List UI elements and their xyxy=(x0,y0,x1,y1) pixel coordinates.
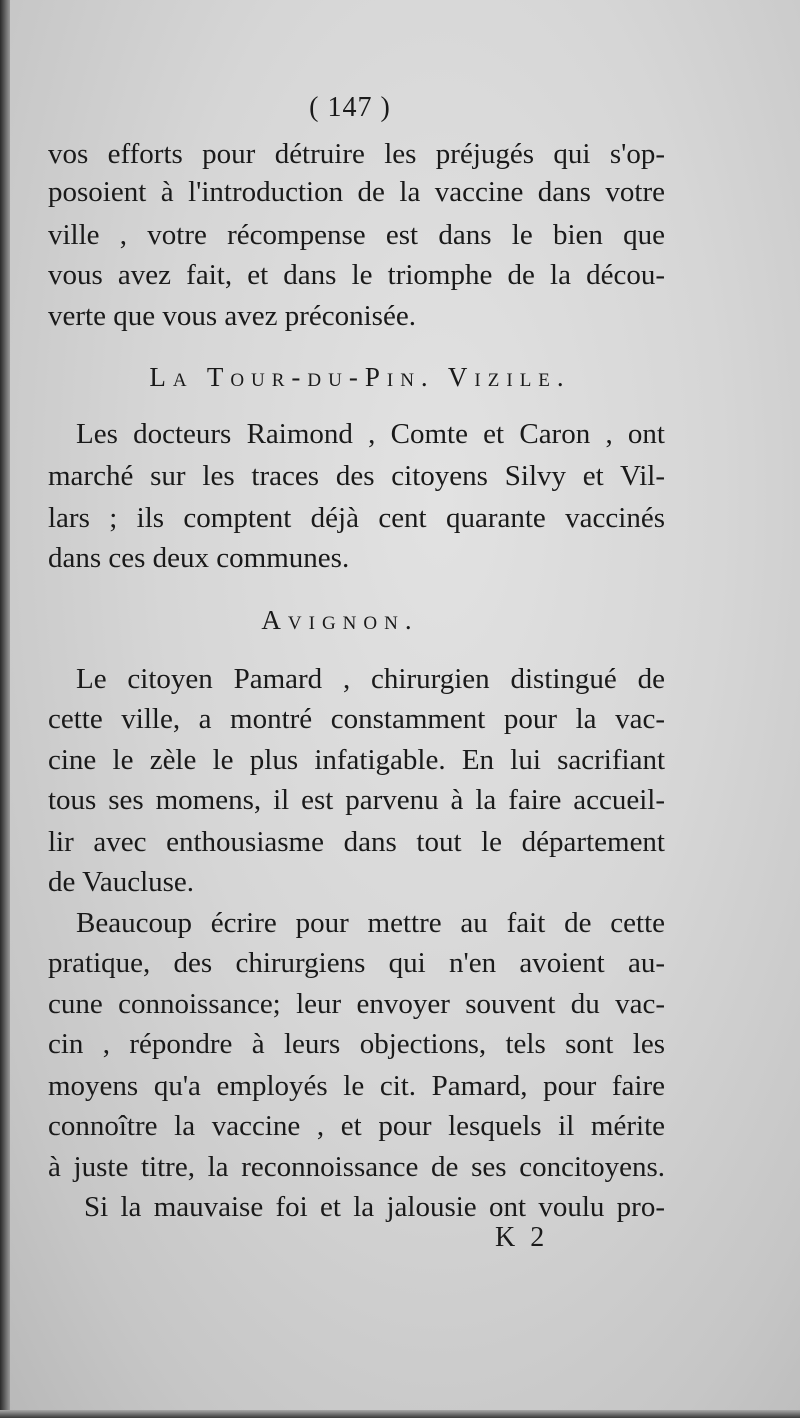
text-line: cine le zèle le plus infatigable. En lui sacrifiant xyxy=(48,744,665,776)
section-heading: La Tour-du-Pin. Vizile. xyxy=(149,362,571,392)
text-line: tous ses momens, il est parvenu à la faire accueil- xyxy=(48,784,665,816)
text-line: Beaucoup écrire pour mettre au fait de cette xyxy=(76,907,665,939)
text-line: moyens qu'a employés le cit. Pamard, pour faire xyxy=(48,1070,665,1102)
text-line: cin , répondre à leurs objections, tels sont les xyxy=(48,1028,665,1060)
text-line: cune connoissance; leur envoyer souvent du vac- xyxy=(48,988,665,1020)
text-line: Le citoyen Pamard , chirurgien distingué de xyxy=(76,663,665,695)
text-line: Si la mauvaise foi et la jalousie ont voulu pro- xyxy=(84,1191,665,1223)
page-number: ( 147 ) xyxy=(309,92,391,123)
text-line: cette ville, a montré constamment pour la vac- xyxy=(48,703,665,735)
text-line: marché sur les traces des citoyens Silvy et Vil- xyxy=(48,460,665,492)
section-heading: Avignon. xyxy=(261,605,419,635)
text-line: connoître la vaccine , et pour lesquels il mérite xyxy=(48,1110,665,1142)
text-line: de Vaucluse. xyxy=(48,866,195,898)
text-line: verte que vous avez préconisée. xyxy=(48,300,416,332)
text-line: à juste titre, la reconnoissance de ses concitoyens. xyxy=(48,1151,665,1183)
text-line: Les docteurs Raimond , Comte et Caron , ont xyxy=(76,418,665,450)
text-line: lir avec enthousiasme dans tout le département xyxy=(48,826,665,858)
text-line: posoient à l'introduction de la vaccine dans votre xyxy=(48,176,665,208)
text-line: ville , votre récompense est dans le bien que xyxy=(48,219,665,251)
text-line: vos efforts pour détruire les préjugés qui s'op- xyxy=(48,138,665,170)
page-edge-shadow xyxy=(0,0,10,1418)
page-bottom-shadow xyxy=(0,1410,800,1418)
text-line: lars ; ils comptent déjà cent quarante vaccinés xyxy=(48,502,665,534)
text-line: vous avez fait, et dans le triomphe de la décou- xyxy=(48,259,665,291)
text-line: dans ces deux communes. xyxy=(48,542,350,574)
text-line: pratique, des chirurgiens qui n'en avoient au- xyxy=(48,947,665,979)
catchword-signature: K 2 xyxy=(495,1222,549,1253)
